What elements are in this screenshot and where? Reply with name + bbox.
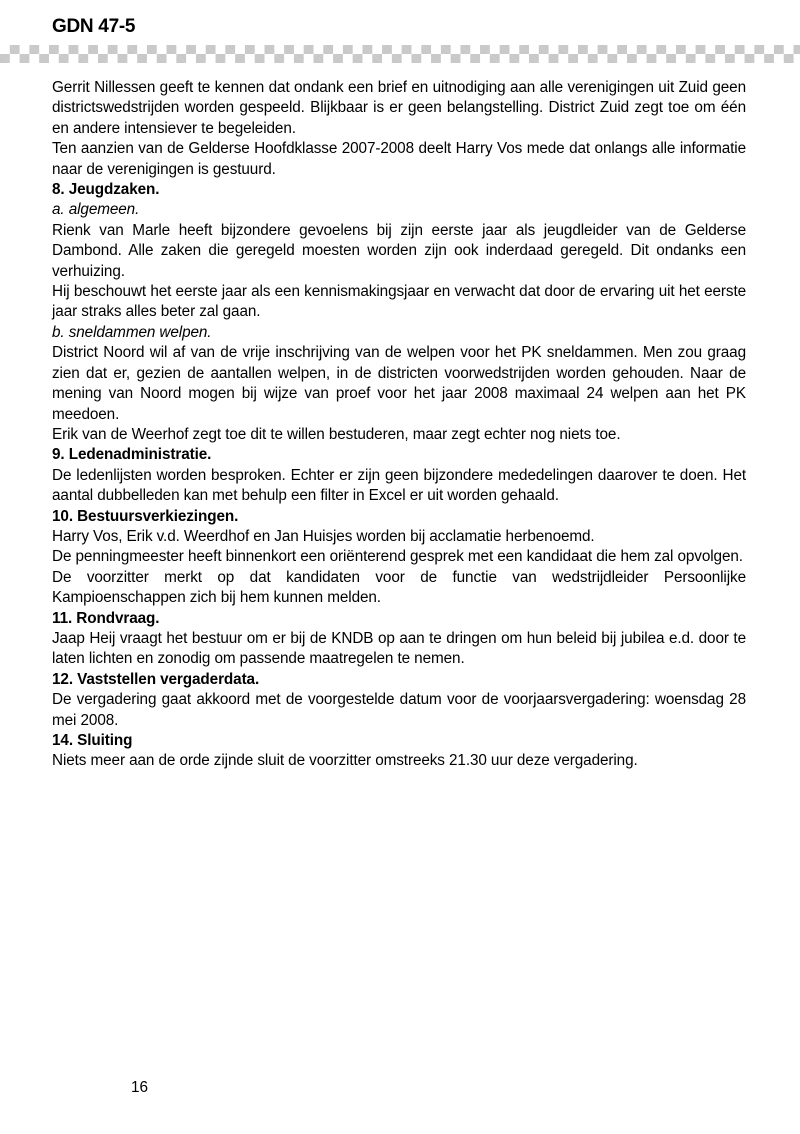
paragraph-weerhof-bestuderen: Erik van de Weerhof zegt toe dit te willen bestuderen, maar zegt echter nog niets toe. — [52, 425, 621, 443]
heading-sluiting: 14. Sluiting — [52, 732, 133, 749]
paragraph-jaap-heij: Jaap Heij vraagt het bestuur om er bij de KNDB op aan te dringen om hun beleid bij jubilea e.d. door te laten lichten en zonodig om passende maatregelen te nemen. — [52, 629, 746, 668]
paragraph-sluiting: Niets meer aan de orde zijnde sluit de voorzitter omstreeks 21.30 uur deze vergadering. — [52, 752, 638, 770]
heading-vaststellen-vergaderdata: 12. Vaststellen vergaderdata. — [52, 670, 260, 688]
paragraph-districtswedstrijden: Gerrit Nillessen geeft te kennen dat ondank een brief en uitnodiging aan alle verenigingen uit Zuid geen districtswedstrijden worden gespeeld. Blijkbaar is er geen belangstelling. District Zuid zegt toe om één en andere intensiever te begeleiden. — [52, 79, 746, 137]
paragraph-voorjaarsvergadering: De vergadering gaat akkoord met de voorgestelde datum voor de voorjaarsvergadering: woensdag 28 mei 2008. — [52, 691, 746, 729]
subheading-algemeen: a. algemeen. — [52, 201, 140, 219]
paragraph-penningmeester: De penningmeester heeft binnenkort een oriënterend gesprek met een kandidaat die hem zal opvolgen. — [52, 548, 743, 566]
document-title: GDN 47-5 — [52, 16, 136, 37]
paragraph-ledenlijsten: De ledenlijsten worden besproken. Echter er zijn geen bijzondere mededelingen daarover te doen. Het aantal dubbelleden kan met behulp een filter in Excel er uit worden gehaald. — [52, 466, 746, 505]
paragraph-district-noord: District Noord wil af van de vrije inschrijving van de welpen voor het PK sneldammen. Men zou graag zien dat er, gezien de aantallen welpen, in de districten voorwedstrijden worden gehouden. Naar de mening van Noord mogen bij wijze van proef voor het jaar 2008 maximaal 24 welpen aan het PK meedoen. — [52, 344, 746, 423]
paragraph-jeugdleider: Rienk van Marle heeft bijzondere gevoelens bij zijn eerste jaar als jeugdleider van de Gelderse Dambond. Alle zaken die geregeld moesten worden zijn ook inderdaad geregeld. Dit ondanks een verhuizing. — [52, 221, 746, 280]
page-number: 16 — [131, 1079, 149, 1096]
heading-jeugdzaken: 8. Jeugdzaken. — [52, 181, 160, 199]
heading-rondvraag: 11. Rondvraag. — [52, 609, 160, 627]
subheading-sneldammen-welpen: b. sneldammen welpen. — [52, 323, 212, 341]
paragraph-herbenoemd: Harry Vos, Erik v.d. Weerdhof en Jan Huisjes worden bij acclamatie herbenoemd. — [52, 527, 595, 545]
paragraph-voorzitter-kandidaten: De voorzitter merkt op dat kandidaten voor de functie van wedstrijdleider Persoonlijke Kampioenschappen zich bij hem kunnen melden. — [52, 568, 746, 607]
paragraph-hoofdklasse: Ten aanzien van de Gelderse Hoofdklasse 2007-2008 deelt Harry Vos mede dat onlangs alle informatie naar de verenigingen is gestuurd. — [52, 140, 746, 178]
paragraph-kennismakingsjaar: Hij beschouwt het eerste jaar als een kennismakingsjaar en verwacht dat door de ervaring uit het eerste jaar straks alles beter zal gaan. — [52, 283, 746, 321]
heading-ledenadministratie: 9. Ledenadministratie. — [52, 446, 212, 464]
document-body — [52, 78, 746, 772]
page-header — [0, 0, 800, 66]
heading-bestuursverkiezingen: 10. Bestuursverkiezingen. — [52, 507, 239, 525]
checkerboard-divider — [0, 45, 800, 63]
